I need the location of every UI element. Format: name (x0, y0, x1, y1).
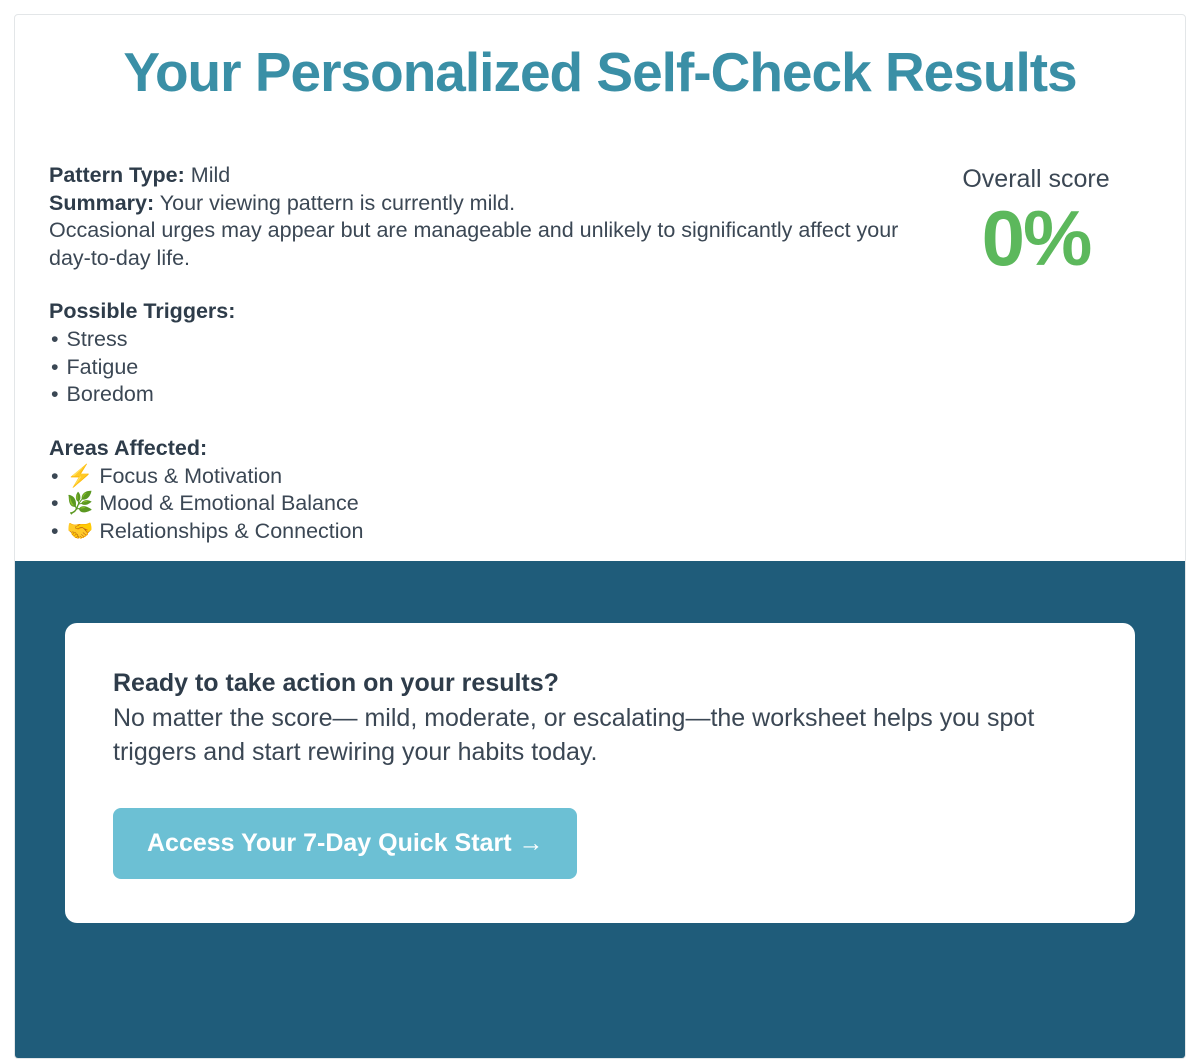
overall-score-block (921, 162, 1151, 283)
herb-leaf-icon: 🌿 (66, 491, 94, 516)
cta-text: No matter the score— mild, moderate, or escalating—the worksheet helps you spot triggers and start rewiring your habits today. (113, 704, 1035, 767)
trigger-label: Stress (66, 327, 128, 352)
cta-section (15, 561, 1185, 1058)
trigger-label: Boredom (66, 382, 154, 407)
access-quick-start-button[interactable]: Access Your 7-Day Quick Start → (113, 808, 577, 879)
summary-and-score-row (49, 162, 1151, 545)
possible-triggers-heading: Possible Triggers: (49, 299, 236, 324)
list-item (49, 490, 921, 518)
bullet-icon: • (51, 463, 59, 488)
overall-score-value: 0% (981, 194, 1091, 283)
bullet-icon: • (51, 382, 59, 407)
list-item (49, 463, 921, 491)
areas-affected-heading: Areas Affected: (49, 435, 208, 460)
lightning-bolt-icon: ⚡ (66, 463, 94, 488)
areas-affected-list (49, 463, 921, 546)
summary-detail: Occasional urges may appear but are manageable and unlikely to significantly affect your day-to-day life. (49, 218, 899, 270)
list-item (49, 518, 921, 546)
bullet-icon: • (51, 354, 59, 379)
summary-label: Summary: (49, 190, 155, 215)
bullet-icon: • (51, 327, 59, 352)
list-item (49, 354, 921, 382)
pattern-type-value: Mild (190, 163, 231, 188)
page-title: Your Personalized Self-Check Results (123, 41, 1077, 103)
handshake-icon: 🤝 (66, 518, 94, 543)
results-card (14, 14, 1186, 1059)
trigger-label: Fatigue (66, 354, 139, 379)
summary-value: Your viewing pattern is currently mild. (159, 190, 516, 215)
summary-row (49, 190, 921, 218)
bullet-icon: • (51, 518, 59, 543)
list-item (49, 326, 921, 354)
pattern-type-label: Pattern Type: (49, 163, 185, 188)
overall-score-label: Overall score (962, 165, 1110, 194)
area-label: Focus & Motivation (99, 463, 283, 488)
cta-heading: Ready to take action on your results? (113, 669, 559, 698)
cta-card (65, 623, 1135, 923)
results-summary-section (15, 15, 1185, 561)
summary-column (49, 162, 921, 545)
list-item (49, 381, 921, 409)
bullet-icon: • (51, 491, 59, 516)
area-label: Relationships & Connection (99, 518, 364, 543)
possible-triggers-list (49, 326, 921, 409)
area-label: Mood & Emotional Balance (99, 491, 359, 516)
pattern-type-row (49, 162, 921, 190)
